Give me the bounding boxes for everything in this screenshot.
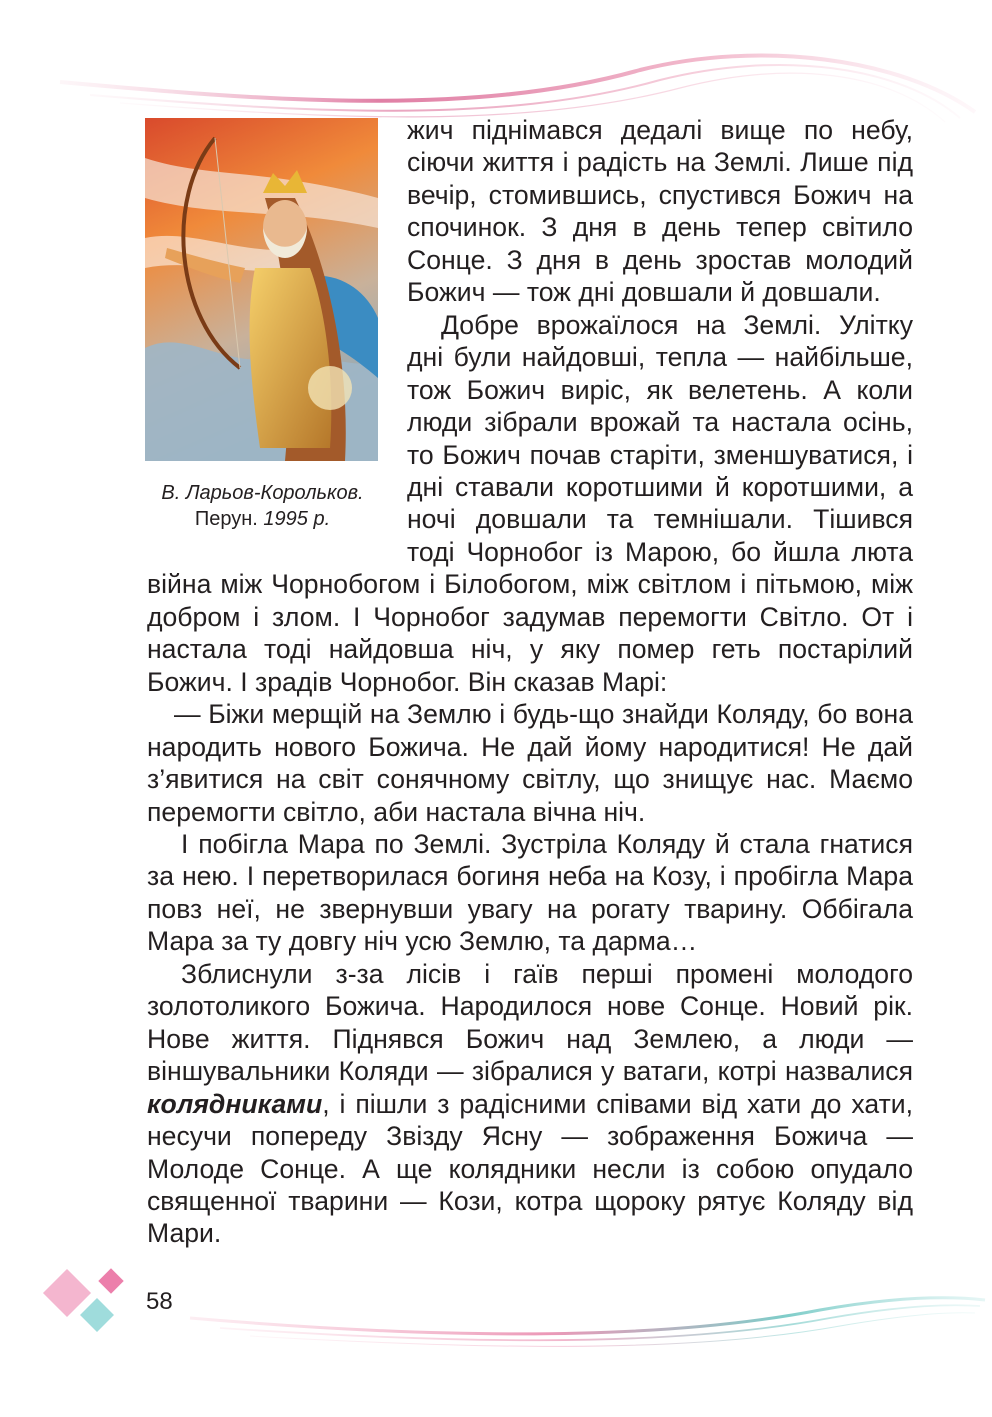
caption-author: В. Ларьов-Корольков. [161,482,364,504]
top-wave [60,56,975,122]
paragraph-3: — Біжи мерщій на Землю і будь-що знайди Коляду, бо вона народить нового Божича. Не дай йому народитися! Не дай з’явитися на світ сонячному світлу, що знищує нас. Маємо перемогти світло, аби настала вічна ніч. [147,699,913,827]
paragraph-5 [147,958,913,1250]
caption-title: Перун. [194,508,258,530]
paragraph-5-start: Зблиснули з-за лісів і гаїв перші промені молодого золотоликого Божича. Народилося нове Сонце. Новий рік. Нове життя. Піднявся Божич над Землею, а люди — віншувальники Коляди — зібралися у ватаги, котрі назвалися [147,958,913,1087]
paragraph-5-end: , і пішли з радісними співами від хати до хати, несучи попереду Звізду Ясну — зображення Божича — Молоде Сонце. А ще колядники несли із собою опудало священної тварини — Кози, котра щороку рятує Коляду від Мари. [147,1088,913,1249]
highlighted-term: колядниками [147,1088,323,1119]
paragraph-2: Добре врожаїлося на Землі. Улітку дні були найдовші, тепла — найбільше, тож Божич виріс, як велетень. А коли люди зібрали врожай та настала осінь, то Божич почав старіти, зменшуватися, і дні ставали коротшими й коротшими, а ночі довшали та темнішали. Тішився тоді Чорнобог із Марою, бо йшла люта війна між Чорнобогом і Білобогом, між світлом і пітьмою, між добром і злом. І Чорнобог задумав перемогти Світло. От і настала тоді найдовша ніч, у яку помер геть постарілий Божич. І зрадів Чорнобог. Він сказав Марі: [147,309,913,697]
caption-year: 1995 р. [263,508,331,530]
figure-float-space [147,114,407,566]
page-number: 58 [146,1288,173,1315]
story-text [147,114,913,1250]
paragraph-1: жич піднімався дедалі вище по небу, сіючи життя і радість на Землі. Лише під вечір, стомившись, спустився Божич на спочинок. З дня в день тепер світило Сонце. З дня в день зростав молодий Божич — тож дні довшали й довшали. [407,115,913,308]
diamond-ornament [43,1268,124,1332]
bottom-wave [190,1298,985,1347]
paragraph-4: І побігла Мара по Землі. Зустріла Коляду й стала гнатися за нею. І перетворилася богиня неба на Козу, і пробігла Мара повз неї, не звернувши увагу на рогату тварину. Оббігала Мара за ту довгу ніч усю Землю, та дарма… [147,828,913,957]
